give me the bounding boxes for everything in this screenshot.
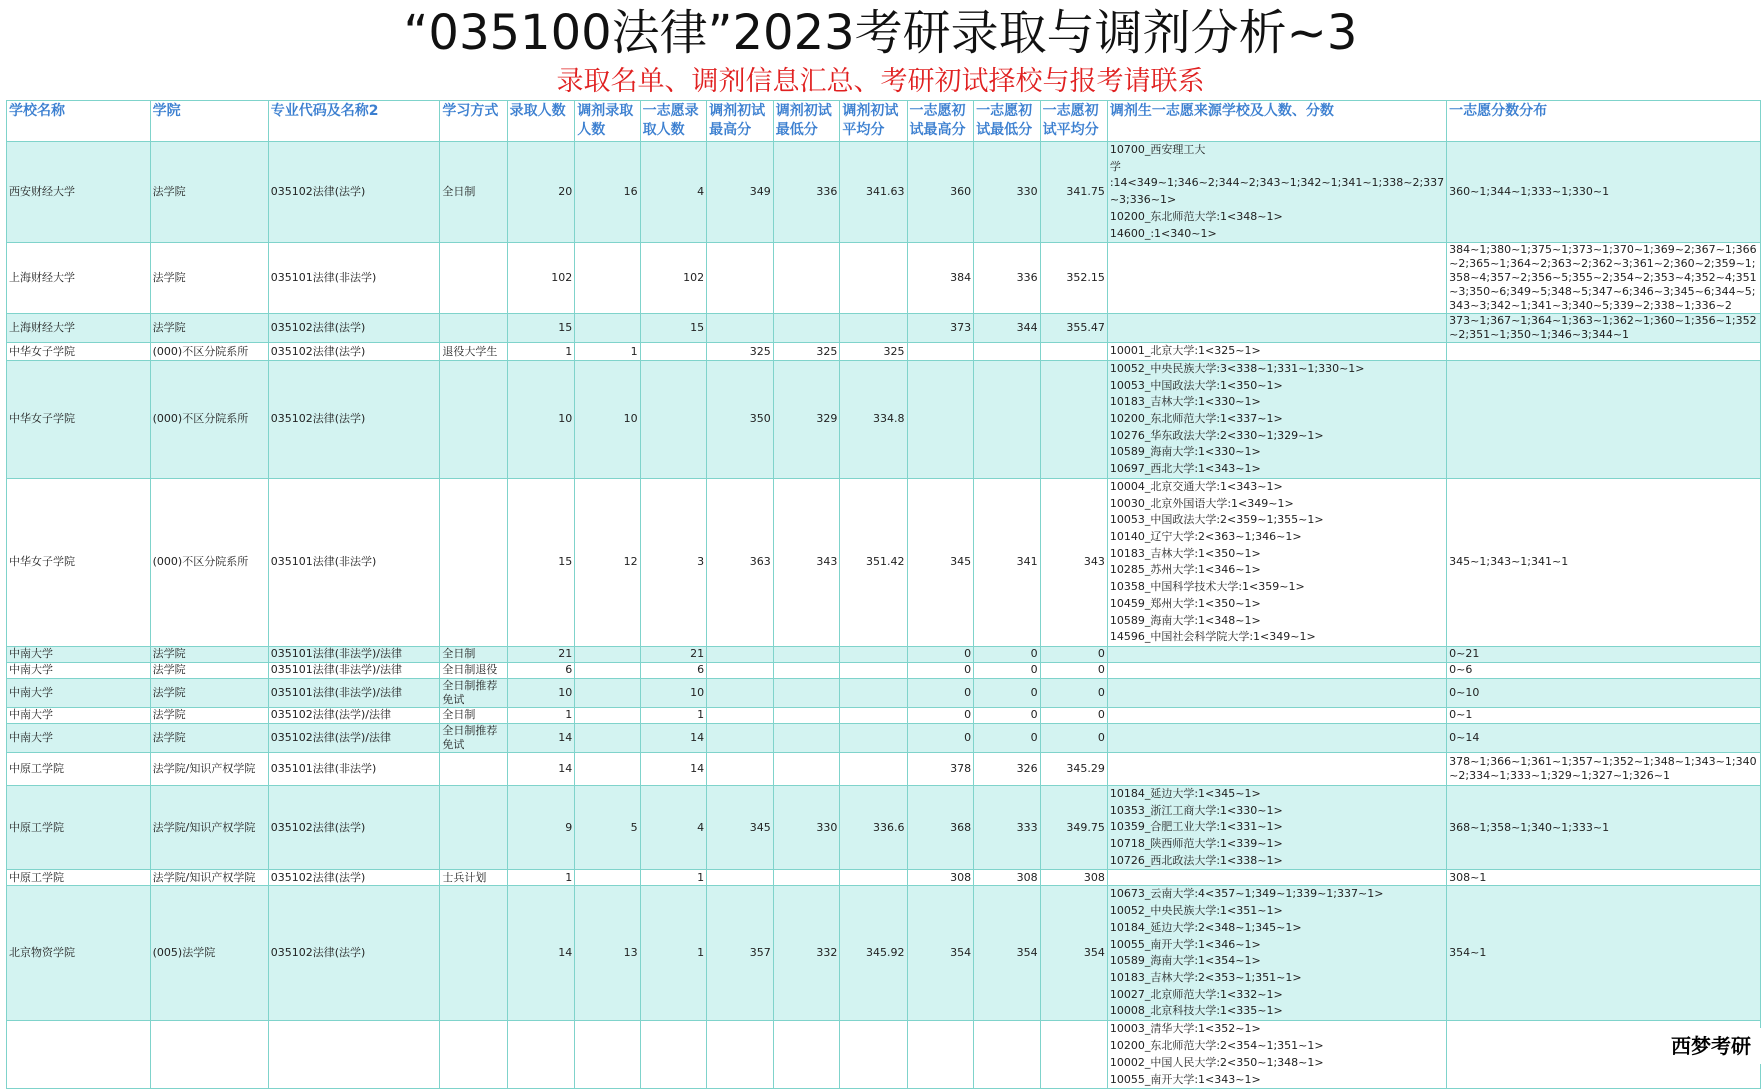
cell-adjust — [575, 662, 640, 678]
table-row — [7, 870, 1761, 886]
cell-first-min: 0 — [974, 646, 1041, 662]
cell-major: 035102法律(法学) — [268, 360, 440, 478]
cell-first-avg — [1040, 1021, 1107, 1089]
page-title: “035100法律”2023考研录取与调剂分析~3 — [403, 5, 1358, 61]
cell-first-avg: 354 — [1040, 886, 1107, 1021]
cell-first-avg: 0 — [1040, 678, 1107, 707]
cell-adj-max: 345 — [707, 785, 774, 870]
col-header-school: 学校名称 — [7, 101, 151, 142]
cell-adj-avg — [840, 1021, 907, 1089]
cell-first-min — [974, 343, 1041, 361]
cell-major — [268, 1021, 440, 1089]
cell-sources: 10184_延边大学:1<345~1> 10353_浙江工商大学:1<330~1> 10359_合肥工业大学:1<331~1> 10718_陕西师范大学:1<339~1> 10726_西北政法大学:1<338~1> — [1107, 785, 1446, 870]
cell-first-max — [907, 1021, 974, 1089]
cell-major: 035102法律(法学) — [268, 785, 440, 870]
table-row — [7, 243, 1761, 314]
cell-school: 中华女子学院 — [7, 360, 151, 478]
cell-college: 法学院 — [150, 678, 268, 707]
cell-adj-avg — [840, 723, 907, 752]
cell-sources — [1107, 870, 1446, 886]
table-row — [7, 646, 1761, 662]
table-row — [7, 752, 1761, 785]
cell-major: 035101法律(非法学) — [268, 752, 440, 785]
cell-adj-min — [773, 870, 840, 886]
cell-college: (005)法学院 — [150, 886, 268, 1021]
cell-admit: 20 — [507, 142, 575, 243]
cell-mode: 全日制退役 — [440, 662, 507, 678]
cell-distribution: 378~1;366~1;361~1;357~1;352~1;348~1;343~1;340~2;334~1;333~1;329~1;327~1;326~1 — [1447, 752, 1761, 785]
cell-first: 3 — [640, 478, 707, 646]
cell-first-avg: 0 — [1040, 723, 1107, 752]
table-row — [7, 662, 1761, 678]
cell-major: 035101法律(非法学) — [268, 243, 440, 314]
col-header-adj-min: 调剂初试最低分 — [773, 101, 840, 142]
cell-first-avg: 343 — [1040, 478, 1107, 646]
cell-adj-max — [707, 1021, 774, 1089]
table-row — [7, 707, 1761, 723]
cell-school: 上海财经大学 — [7, 243, 151, 314]
cell-sources: 10003_清华大学:1<352~1> 10200_东北师范大学:2<354~1;351~1> 10002_中国人民大学:2<350~1;348~1> 10055_南开大学:1<343~1> — [1107, 1021, 1446, 1089]
cell-major: 035102法律(法学) — [268, 343, 440, 361]
cell-adjust — [575, 723, 640, 752]
cell-first-min: 336 — [974, 243, 1041, 314]
cell-major: 035102法律(法学)/法律 — [268, 707, 440, 723]
cell-first-avg — [1040, 360, 1107, 478]
cell-adj-max: 325 — [707, 343, 774, 361]
cell-adj-max — [707, 870, 774, 886]
cell-college: (000)不区分院系所 — [150, 478, 268, 646]
cell-school: 中南大学 — [7, 678, 151, 707]
col-header-adj-max: 调剂初试最高分 — [707, 101, 774, 142]
cell-adj-min — [773, 243, 840, 314]
admission-table-container — [6, 100, 1761, 1089]
cell-school: 中南大学 — [7, 707, 151, 723]
cell-first-avg — [1040, 343, 1107, 361]
cell-adjust: 16 — [575, 142, 640, 243]
cell-college — [150, 1021, 268, 1089]
cell-first: 1 — [640, 870, 707, 886]
header-row — [7, 101, 1761, 142]
cell-major: 035101法律(非法学)/法律 — [268, 646, 440, 662]
cell-first-max: 384 — [907, 243, 974, 314]
cell-first-avg: 0 — [1040, 662, 1107, 678]
cell-mode: 退役大学生 — [440, 343, 507, 361]
page-subtitle: 录取名单、调剂信息汇总、考研初试择校与报考请联系 — [556, 66, 1205, 97]
admission-table — [6, 100, 1761, 1089]
cell-school: 北京物资学院 — [7, 886, 151, 1021]
cell-distribution: 0~1 — [1447, 707, 1761, 723]
cell-major: 035102法律(法学) — [268, 314, 440, 343]
cell-adj-max: 357 — [707, 886, 774, 1021]
cell-mode — [440, 752, 507, 785]
cell-distribution: 0~14 — [1447, 723, 1761, 752]
cell-first: 1 — [640, 886, 707, 1021]
cell-first-min: 308 — [974, 870, 1041, 886]
cell-first-max: 378 — [907, 752, 974, 785]
cell-major: 035101法律(非法学) — [268, 478, 440, 646]
cell-major: 035102法律(法学) — [268, 886, 440, 1021]
table-row — [7, 723, 1761, 752]
cell-admit: 14 — [507, 723, 575, 752]
cell-admit: 21 — [507, 646, 575, 662]
cell-first-max: 360 — [907, 142, 974, 243]
cell-admit: 1 — [507, 343, 575, 361]
cell-first-avg: 349.75 — [1040, 785, 1107, 870]
cell-distribution: 345~1;343~1;341~1 — [1447, 478, 1761, 646]
cell-adj-min: 336 — [773, 142, 840, 243]
cell-adjust: 12 — [575, 478, 640, 646]
cell-first: 14 — [640, 752, 707, 785]
cell-sources: 10700_西安理工大 学 :14<349~1;346~2;344~2;343~1;342~1;341~1;338~2;337 ~3;336~1> 10200_东北师范大学:1<348~1> 14600_:1<340~1> — [1107, 142, 1446, 243]
cell-college: 法学院 — [150, 662, 268, 678]
col-header-sources: 调剂生一志愿来源学校及人数、分数 — [1107, 101, 1446, 142]
cell-major: 035101法律(非法学)/法律 — [268, 678, 440, 707]
cell-college: 法学院 — [150, 243, 268, 314]
cell-first-min — [974, 1021, 1041, 1089]
cell-adj-min — [773, 678, 840, 707]
cell-sources — [1107, 707, 1446, 723]
cell-sources — [1107, 752, 1446, 785]
cell-college: 法学院 — [150, 723, 268, 752]
table-row — [7, 343, 1761, 361]
cell-distribution: 354~1 — [1447, 886, 1761, 1021]
cell-first: 14 — [640, 723, 707, 752]
cell-first-avg: 308 — [1040, 870, 1107, 886]
cell-first-max: 368 — [907, 785, 974, 870]
cell-admit: 9 — [507, 785, 575, 870]
cell-distribution: 384~1;380~1;375~1;373~1;370~1;369~2;367~1;366~2;365~1;364~2;363~2;362~3;361~2;360~2;359~1;358~4;357~2;356~5;355~2;354~2;353~4;352~4;351~3;350~6;349~5;348~5;347~6;346~3;345~6;344~5;343~3;342~1;341~3;340~5;339~2;338~1;336~2 — [1447, 243, 1761, 314]
cell-adj-max — [707, 243, 774, 314]
cell-college: (000)不区分院系所 — [150, 360, 268, 478]
cell-mode — [440, 360, 507, 478]
cell-first-max: 354 — [907, 886, 974, 1021]
cell-distribution: 373~1;367~1;364~1;363~1;362~1;360~1;356~1;352~2;351~1;350~1;346~3;344~1 — [1447, 314, 1761, 343]
col-header-first-min: 一志愿初试最低分 — [974, 101, 1041, 142]
cell-sources — [1107, 678, 1446, 707]
cell-admit: 15 — [507, 314, 575, 343]
cell-mode: 全日制 — [440, 707, 507, 723]
cell-first-min: 354 — [974, 886, 1041, 1021]
cell-adj-max — [707, 707, 774, 723]
cell-college: 法学院 — [150, 707, 268, 723]
cell-first-max: 345 — [907, 478, 974, 646]
cell-adj-avg: 351.42 — [840, 478, 907, 646]
cell-college: 法学院 — [150, 314, 268, 343]
cell-first-max: 308 — [907, 870, 974, 886]
cell-first-min: 344 — [974, 314, 1041, 343]
cell-distribution — [1447, 343, 1761, 361]
cell-first — [640, 343, 707, 361]
cell-admit: 15 — [507, 478, 575, 646]
cell-school: 中华女子学院 — [7, 343, 151, 361]
cell-first: 1 — [640, 707, 707, 723]
cell-first-min: 330 — [974, 142, 1041, 243]
cell-adj-avg: 325 — [840, 343, 907, 361]
cell-distribution: 368~1;358~1;340~1;333~1 — [1447, 785, 1761, 870]
cell-major: 035102法律(法学)/法律 — [268, 723, 440, 752]
col-header-distribution: 一志愿分数分布 — [1447, 101, 1761, 142]
cell-first-min — [974, 360, 1041, 478]
cell-adj-min: 325 — [773, 343, 840, 361]
cell-school — [7, 1021, 151, 1089]
cell-adj-avg — [840, 662, 907, 678]
cell-admit: 14 — [507, 752, 575, 785]
cell-adj-avg — [840, 243, 907, 314]
cell-first-min: 0 — [974, 707, 1041, 723]
cell-sources — [1107, 314, 1446, 343]
cell-adjust — [575, 870, 640, 886]
cell-first-min: 0 — [974, 662, 1041, 678]
cell-first-min: 0 — [974, 678, 1041, 707]
cell-first — [640, 1021, 707, 1089]
cell-mode: 全日制 — [440, 142, 507, 243]
cell-distribution — [1447, 360, 1761, 478]
cell-distribution: 0~10 — [1447, 678, 1761, 707]
cell-school: 中原工学院 — [7, 752, 151, 785]
cell-adj-min — [773, 662, 840, 678]
cell-adj-min — [773, 646, 840, 662]
col-header-major: 专业代码及名称2 — [268, 101, 440, 142]
watermark-logo: 西梦考研 — [1661, 1028, 1761, 1064]
cell-admit: 1 — [507, 707, 575, 723]
cell-mode: 全日制推荐免试 — [440, 723, 507, 752]
cell-distribution: 0~6 — [1447, 662, 1761, 678]
cell-distribution: 308~1 — [1447, 870, 1761, 886]
cell-mode — [440, 1021, 507, 1089]
cell-mode — [440, 478, 507, 646]
col-header-first: 一志愿录取人数 — [640, 101, 707, 142]
cell-adjust — [575, 646, 640, 662]
cell-mode — [440, 886, 507, 1021]
cell-mode — [440, 314, 507, 343]
cell-first — [640, 360, 707, 478]
cell-first-max: 0 — [907, 723, 974, 752]
cell-first: 102 — [640, 243, 707, 314]
cell-adj-max: 350 — [707, 360, 774, 478]
cell-adj-avg: 345.92 — [840, 886, 907, 1021]
cell-mode: 全日制推荐免试 — [440, 678, 507, 707]
cell-college: 法学院/知识产权学院 — [150, 785, 268, 870]
cell-adj-avg — [840, 870, 907, 886]
cell-first-min: 326 — [974, 752, 1041, 785]
cell-adj-max: 363 — [707, 478, 774, 646]
cell-sources — [1107, 646, 1446, 662]
cell-sources — [1107, 662, 1446, 678]
cell-mode — [440, 243, 507, 314]
cell-sources: 10001_北京大学:1<325~1> — [1107, 343, 1446, 361]
cell-adj-avg — [840, 314, 907, 343]
table-row — [7, 314, 1761, 343]
cell-first-avg: 352.15 — [1040, 243, 1107, 314]
cell-adjust — [575, 707, 640, 723]
cell-sources — [1107, 723, 1446, 752]
cell-adj-min — [773, 314, 840, 343]
cell-adjust — [575, 243, 640, 314]
cell-adj-avg — [840, 646, 907, 662]
cell-first-min: 341 — [974, 478, 1041, 646]
cell-first-max: 373 — [907, 314, 974, 343]
cell-first: 4 — [640, 785, 707, 870]
cell-school: 中南大学 — [7, 723, 151, 752]
cell-mode — [440, 785, 507, 870]
cell-school: 中南大学 — [7, 646, 151, 662]
table-row — [7, 785, 1761, 870]
cell-admit: 10 — [507, 678, 575, 707]
cell-adj-min: 332 — [773, 886, 840, 1021]
cell-adj-max — [707, 646, 774, 662]
cell-adj-avg — [840, 707, 907, 723]
cell-adj-avg: 334.8 — [840, 360, 907, 478]
cell-adj-max — [707, 662, 774, 678]
table-row — [7, 678, 1761, 707]
cell-adjust: 5 — [575, 785, 640, 870]
cell-adj-max: 349 — [707, 142, 774, 243]
cell-adjust — [575, 752, 640, 785]
cell-college: 法学院 — [150, 646, 268, 662]
cell-major: 035102法律(法学) — [268, 142, 440, 243]
cell-first-max — [907, 360, 974, 478]
cell-distribution: 0~21 — [1447, 646, 1761, 662]
cell-major: 035101法律(非法学)/法律 — [268, 662, 440, 678]
cell-admit — [507, 1021, 575, 1089]
cell-adj-max — [707, 678, 774, 707]
cell-college: 法学院/知识产权学院 — [150, 752, 268, 785]
table-row — [7, 886, 1761, 1021]
cell-first-avg: 345.29 — [1040, 752, 1107, 785]
cell-first: 15 — [640, 314, 707, 343]
cell-adj-min — [773, 723, 840, 752]
col-header-first-max: 一志愿初试最高分 — [907, 101, 974, 142]
cell-first-max: 0 — [907, 707, 974, 723]
cell-admit: 1 — [507, 870, 575, 886]
cell-distribution: 360~1;344~1;333~1;330~1 — [1447, 142, 1761, 243]
cell-adj-max — [707, 723, 774, 752]
table-row — [7, 142, 1761, 243]
cell-first: 10 — [640, 678, 707, 707]
cell-adjust: 1 — [575, 343, 640, 361]
col-header-adj-avg: 调剂初试平均分 — [840, 101, 907, 142]
cell-admit: 14 — [507, 886, 575, 1021]
cell-school: 上海财经大学 — [7, 314, 151, 343]
cell-college: (000)不区分院系所 — [150, 343, 268, 361]
cell-adj-min: 343 — [773, 478, 840, 646]
col-header-first-avg: 一志愿初试平均分 — [1040, 101, 1107, 142]
cell-first: 4 — [640, 142, 707, 243]
cell-school: 中南大学 — [7, 662, 151, 678]
cell-school: 中原工学院 — [7, 870, 151, 886]
cell-sources: 10052_中央民族大学:3<338~1;331~1;330~1> 10053_中国政法大学:1<350~1> 10183_吉林大学:1<330~1> 10200_东北师范大学:1<337~1> 10276_华东政法大学:2<330~1;329~1> 10589_海南大学:1<330~1> 10697_西北大学:1<343~1> — [1107, 360, 1446, 478]
cell-adj-min: 330 — [773, 785, 840, 870]
cell-college: 法学院 — [150, 142, 268, 243]
cell-first-avg: 355.47 — [1040, 314, 1107, 343]
cell-adjust — [575, 1021, 640, 1089]
cell-mode: 全日制 — [440, 646, 507, 662]
table-row — [7, 360, 1761, 478]
cell-first: 21 — [640, 646, 707, 662]
cell-first-max — [907, 343, 974, 361]
cell-first-min: 333 — [974, 785, 1041, 870]
cell-adj-avg: 341.63 — [840, 142, 907, 243]
cell-school: 西安财经大学 — [7, 142, 151, 243]
cell-admit: 10 — [507, 360, 575, 478]
cell-first-avg: 341.75 — [1040, 142, 1107, 243]
cell-college: 法学院/知识产权学院 — [150, 870, 268, 886]
cell-first-max: 0 — [907, 662, 974, 678]
cell-admit: 6 — [507, 662, 575, 678]
col-header-mode: 学习方式 — [440, 101, 507, 142]
cell-first-avg: 0 — [1040, 646, 1107, 662]
cell-adjust — [575, 314, 640, 343]
cell-admit: 102 — [507, 243, 575, 314]
cell-major: 035102法律(法学) — [268, 870, 440, 886]
cell-adj-min: 329 — [773, 360, 840, 478]
col-header-college: 学院 — [150, 101, 268, 142]
cell-adj-avg — [840, 752, 907, 785]
cell-first: 6 — [640, 662, 707, 678]
cell-first-max: 0 — [907, 678, 974, 707]
cell-adjust: 10 — [575, 360, 640, 478]
cell-sources — [1107, 243, 1446, 314]
col-header-adjust: 调剂录取人数 — [575, 101, 640, 142]
cell-school: 中华女子学院 — [7, 478, 151, 646]
cell-sources: 10673_云南大学:4<357~1;349~1;339~1;337~1> 10052_中央民族大学:1<351~1> 10184_延边大学:2<348~1;345~1> 10055_南开大学:1<346~1> 10589_海南大学:1<354~1> 10183_吉林大学:2<353~1;351~1> 10027_北京师范大学:1<332~1> 10008_北京科技大学:1<335~1> — [1107, 886, 1446, 1021]
table-row — [7, 1021, 1761, 1089]
cell-adj-min — [773, 1021, 840, 1089]
table-row — [7, 478, 1761, 646]
cell-first-min: 0 — [974, 723, 1041, 752]
cell-first-max: 0 — [907, 646, 974, 662]
cell-adj-min — [773, 707, 840, 723]
cell-first-avg: 0 — [1040, 707, 1107, 723]
cell-adjust — [575, 678, 640, 707]
cell-school: 中原工学院 — [7, 785, 151, 870]
cell-adjust: 13 — [575, 886, 640, 1021]
cell-adj-avg: 336.6 — [840, 785, 907, 870]
cell-mode: 士兵计划 — [440, 870, 507, 886]
cell-adj-avg — [840, 678, 907, 707]
col-header-admit: 录取人数 — [507, 101, 575, 142]
cell-adj-min — [773, 752, 840, 785]
cell-adj-max — [707, 314, 774, 343]
cell-sources: 10004_北京交通大学:1<343~1> 10030_北京外国语大学:1<349~1> 10053_中国政法大学:2<359~1;355~1> 10140_辽宁大学:2<363~1;346~1> 10183_吉林大学:1<350~1> 10285_苏州大学:1<346~1> 10358_中国科学技术大学:1<359~1> 10459_郑州大学:1<350~1> 10589_海南大学:1<348~1> 14596_中国社会科学院大学:1<349~1> — [1107, 478, 1446, 646]
cell-adj-max — [707, 752, 774, 785]
